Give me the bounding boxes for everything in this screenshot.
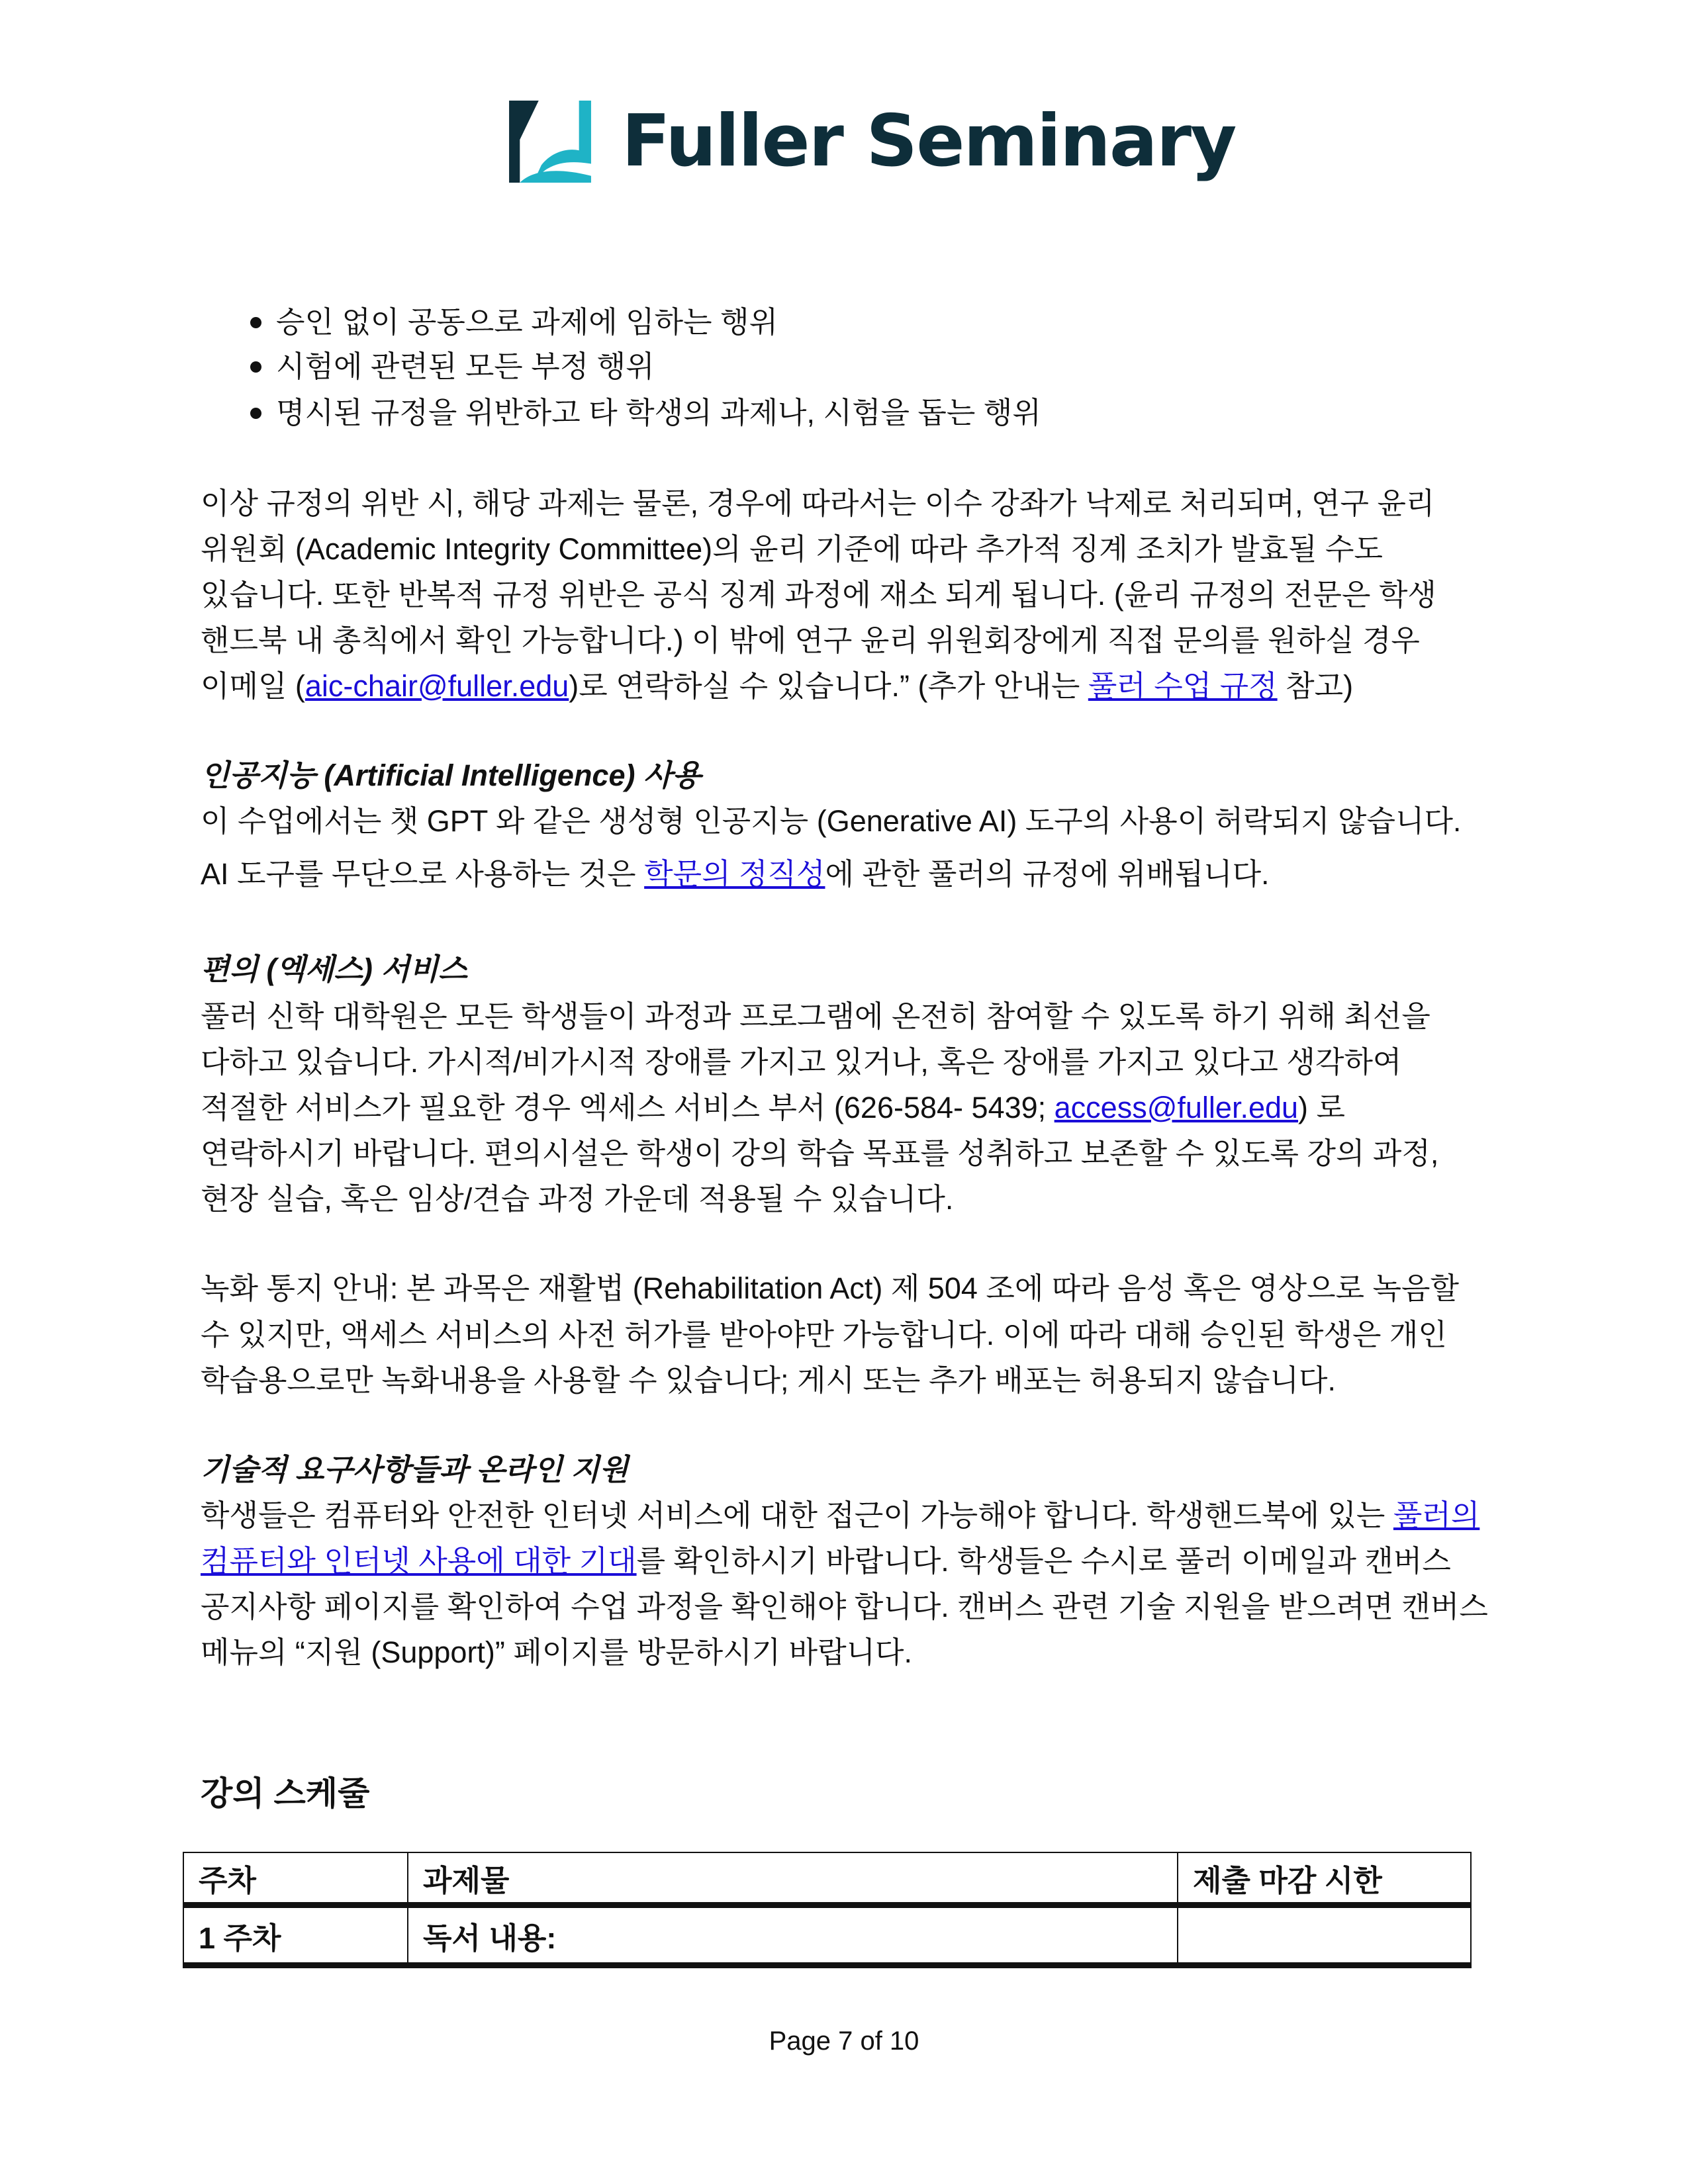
paragraph-line [201, 666, 1353, 706]
text-segment: 학습용으로만 녹화내용을 사용할 수 있습니다; 게시 또는 추가 배포는 허용되지 않습니다. [201, 1363, 1336, 1397]
inline-link[interactable]: aic-chair@fuller.edu [305, 669, 569, 703]
paragraph-line [201, 529, 1383, 569]
bullet-item: 명시된 규정을 위반하고 타 학생의 과제나, 시험을 돕는 행위 [276, 396, 1041, 430]
header-due: 제출 마감 시한 [1178, 1852, 1471, 1905]
text-segment: AI 도구를 무단으로 사용하는 것은 [201, 857, 645, 891]
cell-due [1178, 1905, 1471, 1966]
text-segment: ) 로 [1298, 1091, 1345, 1124]
text-segment: 참고) [1277, 669, 1354, 703]
table-row [183, 1905, 1471, 1966]
text-segment: 이 수업에서는 챗 GPT 와 같은 생성형 인공지능 (Generative AI) 도구의 사용이 허락되지 않습니다. [201, 804, 1462, 838]
paragraph-line [201, 1134, 1438, 1173]
bullet-item: 시험에 관련된 모든 부정 행위 [276, 349, 655, 383]
book-icon [506, 98, 594, 185]
paragraph-line [201, 1541, 1451, 1581]
paragraph-line [201, 1042, 1401, 1082]
paragraph-line [201, 1269, 1459, 1308]
text-segment: 학생들은 컴퓨터와 안전한 인터넷 서비스에 대한 접근이 가능해야 합니다. 학생핸드북에 있는 [201, 1498, 1393, 1532]
paragraph-line [201, 997, 1430, 1036]
text-segment: 수 있지만, 액세스 서비스의 사전 허가를 받아야만 가능합니다. 이에 따라 대해 승인된 학생은 개인 [201, 1318, 1447, 1351]
inline-link[interactable]: 풀러 수업 규정 [1088, 669, 1278, 703]
section-heading: 편의 (엑세스) 서비스 [201, 952, 467, 986]
header-week: 주차 [183, 1852, 408, 1905]
paragraph-line [201, 1496, 1479, 1535]
cell-assignment: 독서 내용: [408, 1905, 1178, 1966]
paragraph-line [201, 1361, 1336, 1400]
text-segment: 현장 실습, 혹은 임상/견습 과정 가운데 적용될 수 있습니다. [201, 1182, 954, 1216]
section-heading: 기술적 요구사항들과 온라인 지원 [201, 1453, 629, 1486]
paragraph-line [201, 1587, 1488, 1627]
text-segment: 를 확인하시기 바랍니다. 학생들은 수시로 풀러 이메일과 캔버스 [636, 1544, 1451, 1578]
bullet-icon [250, 317, 261, 328]
paragraph-line [201, 1088, 1345, 1128]
logo-text: Fuller Seminary [622, 100, 1236, 183]
fuller-logo [506, 98, 1235, 185]
header-assignment: 과제물 [408, 1852, 1178, 1905]
paragraph-line [201, 575, 1436, 615]
paragraph-line [201, 484, 1434, 523]
bullet-icon [250, 408, 261, 419]
paragraph-line [201, 621, 1420, 660]
text-segment: 에 관한 풀러의 규정에 위배됩니다. [825, 857, 1270, 891]
text-segment: 적절한 서비스가 필요한 경우 엑세스 서비스 부서 (626-584- 5439; [201, 1091, 1055, 1124]
text-segment: 연락하시기 바랍니다. 편의시설은 학생이 강의 학습 목표를 성취하고 보존할 수 있도록 강의 과정, [201, 1136, 1439, 1170]
inline-link[interactable]: 컴퓨터와 인터넷 사용에 대한 기대 [201, 1544, 637, 1578]
bullet-item: 승인 없이 공동으로 과제에 임하는 행위 [276, 305, 778, 339]
paragraph-line [201, 1315, 1447, 1355]
text-segment: 다하고 있습니다. 가시적/비가시적 장애를 가지고 있거나, 혹은 장애를 가지고 있다고 생각하여 [201, 1045, 1402, 1079]
table-header-row [183, 1852, 1471, 1905]
text-segment: 이상 규정의 위반 시, 해당 과제는 물론, 경우에 따라서는 이수 강좌가 낙제로 처리되며, 연구 윤리 [201, 486, 1435, 520]
cell-week: 1 주차 [183, 1905, 408, 1966]
paragraph-line [201, 801, 1461, 841]
page-number: Page 7 of 10 [769, 2026, 919, 2056]
inline-link[interactable]: 풀러의 [1393, 1498, 1480, 1532]
text-segment: 이메일 ( [201, 669, 305, 703]
text-segment: 핸드북 내 총칙에서 확인 가능합니다.) 이 밖에 연구 윤리 위원회장에게 직접 문의를 원하실 경우 [201, 623, 1420, 657]
text-segment: 녹화 통지 안내: 본 과목은 재활법 (Rehabilitation Act) 제 504 조에 따라 음성 혹은 영상으로 녹음할 [201, 1271, 1459, 1305]
schedule-table [183, 1852, 1472, 1968]
text-segment: 메뉴의 “지원 (Support)” 페이지를 방문하시기 바랍니다. [201, 1635, 913, 1669]
inline-link[interactable]: 학문의 정직성 [644, 857, 825, 891]
paragraph-line [201, 854, 1270, 894]
inline-link[interactable]: access@fuller.edu [1054, 1091, 1299, 1124]
section-heading: 인공지능 (Artificial Intelligence) 사용 [201, 758, 701, 792]
text-segment: 풀러 신학 대학원은 모든 학생들이 과정과 프로그램에 온전히 참여할 수 있도록 하기 위해 최선을 [201, 999, 1430, 1033]
paragraph-line [201, 1633, 912, 1672]
text-segment: )로 연락하실 수 있습니다.” (추가 안내는 [569, 669, 1088, 703]
paragraph-line [201, 1179, 953, 1219]
schedule-heading: 강의 스케줄 [201, 1775, 370, 1812]
text-segment: 있습니다. 또한 반복적 규정 위반은 공식 징계 과정에 재소 되게 됩니다. (윤리 규정의 전문은 학생 [201, 578, 1436, 612]
text-segment: 위원회 (Academic Integrity Committee)의 윤리 기준에 따라 추가적 징계 조치가 발효될 수도 [201, 532, 1383, 566]
text-segment: 공지사항 페이지를 확인하여 수업 과정을 확인해야 합니다. 캔버스 관련 기술 지원을 받으려면 캔버스 [201, 1590, 1488, 1623]
bullet-icon [250, 361, 261, 373]
